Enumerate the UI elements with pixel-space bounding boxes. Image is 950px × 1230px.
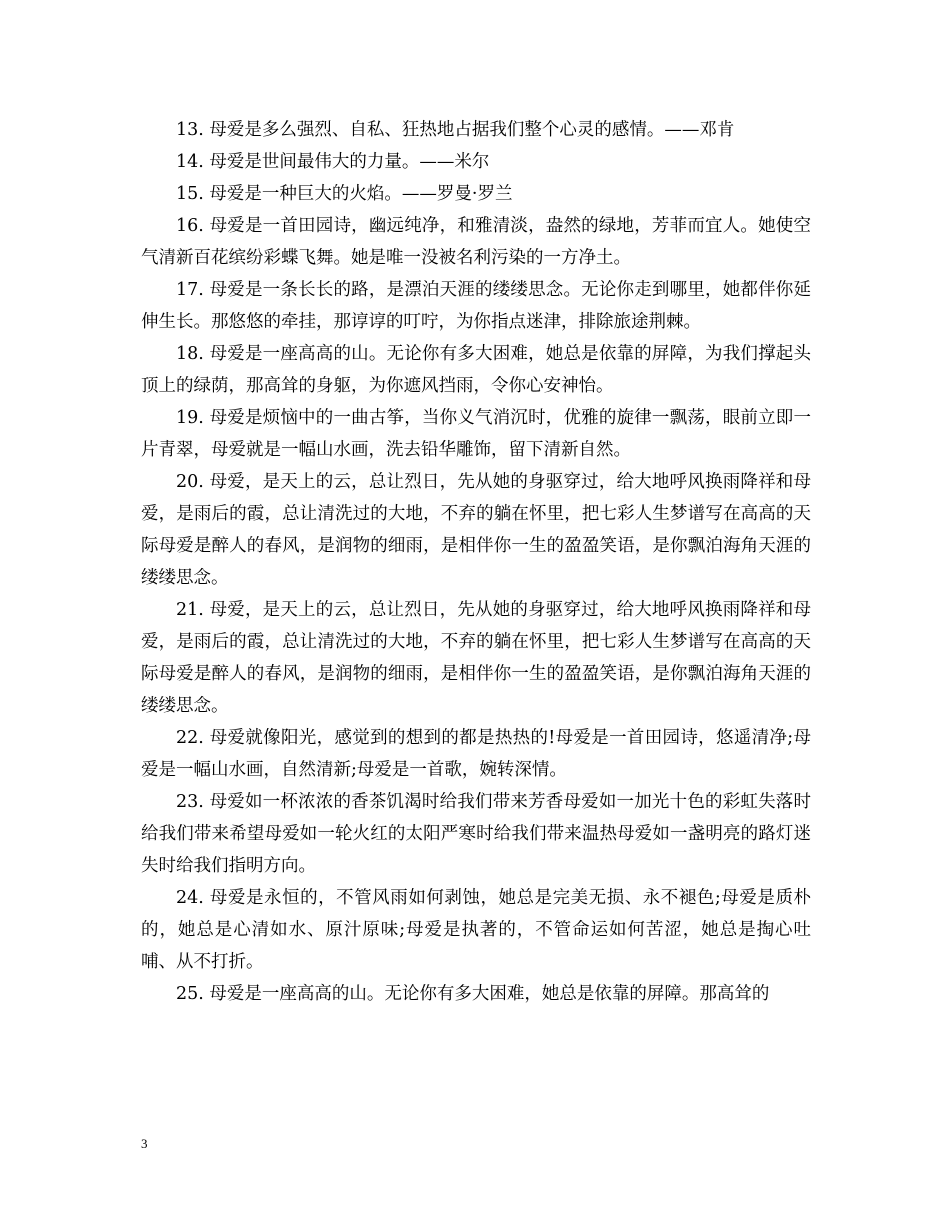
paragraph-22: 22. 母爱就像阳光，感觉到的想到的都是热热的!母爱是一首田园诗，悠遥清净;母爱是一幅山水画，自然清新;母爱是一首歌，婉转深情。 [141, 728, 811, 780]
paragraph-17: 17. 母爱是一条长长的路，是漂泊天涯的缕缕思念。无论你走到哪里，她都伴你延伸生长。那悠悠的牵挂，那谆谆的叮咛，为你指点迷津，排除旅途荆棘。 [141, 280, 811, 332]
paragraph-16: 16. 母爱是一首田园诗，幽远纯净，和雅清淡，盎然的绿地，芳菲而宜人。她使空气清新百花缤纷彩蝶飞舞。她是唯一没被名利污染的一方净土。 [141, 216, 811, 268]
paragraph-14: 14. 母爱是世间最伟大的力量。——米尔 [176, 152, 490, 172]
paragraph-13: 13. 母爱是多么强烈、自私、狂热地占据我们整个心灵的感情。——邓肯 [176, 120, 735, 140]
paragraph-18: 18. 母爱是一座高高的山。无论你有多大困难，她总是依靠的屏障，为我们撑起头顶上的绿荫，那高耸的身躯，为你遮风挡雨，令你心安神怡。 [141, 344, 811, 396]
paragraph-20: 20. 母爱，是天上的云，总让烈日，先从她的身驱穿过，给大地呼风换雨降祥和母爱，是雨后的霞，总让清洗过的大地，不弃的躺在怀里，把七彩人生梦谱写在高高的天际母爱是醉人的春风，是润物的细雨，是相伴你一生的盈盈笑语，是你飘泊海角天涯的缕缕思念。 [141, 472, 811, 588]
paragraph-23: 23. 母爱如一杯浓浓的香茶饥渴时给我们带来芳香母爱如一加光十色的彩虹失落时给我们带来希望母爱如一轮火红的太阳严寒时给我们带来温热母爱如一盏明亮的路灯迷失时给我们指明方向。 [141, 792, 811, 876]
page-number: 3 [141, 1136, 148, 1151]
paragraph-24: 24. 母爱是永恒的，不管风雨如何剥蚀，她总是完美无损、永不褪色;母爱是质朴的，她总是心清如水、原汁原味;母爱是执著的，不管命运如何苦涩，她总是掏心吐哺、从不打折。 [141, 888, 811, 972]
paragraph-15: 15. 母爱是一种巨大的火焰。——罗曼·罗兰 [176, 184, 513, 204]
paragraph-25: 25. 母爱是一座高高的山。无论你有多大困难，她总是依靠的屏障。那高耸的 [176, 984, 770, 1004]
paragraph-21: 21. 母爱，是天上的云，总让烈日，先从她的身驱穿过，给大地呼风换雨降祥和母爱，是雨后的霞，总让清洗过的大地，不弃的躺在怀里，把七彩人生梦谱写在高高的天际母爱是醉人的春风，是润物的细雨，是相伴你一生的盈盈笑语，是你飘泊海角天涯的缕缕思念。 [141, 600, 811, 716]
paragraph-19: 19. 母爱是烦恼中的一曲古筝，当你义气消沉时，优雅的旋律一飘荡，眼前立即一片青翠，母爱就是一幅山水画，洗去铅华雕饰，留下清新自然。 [141, 408, 811, 460]
document-body [141, 114, 811, 1010]
